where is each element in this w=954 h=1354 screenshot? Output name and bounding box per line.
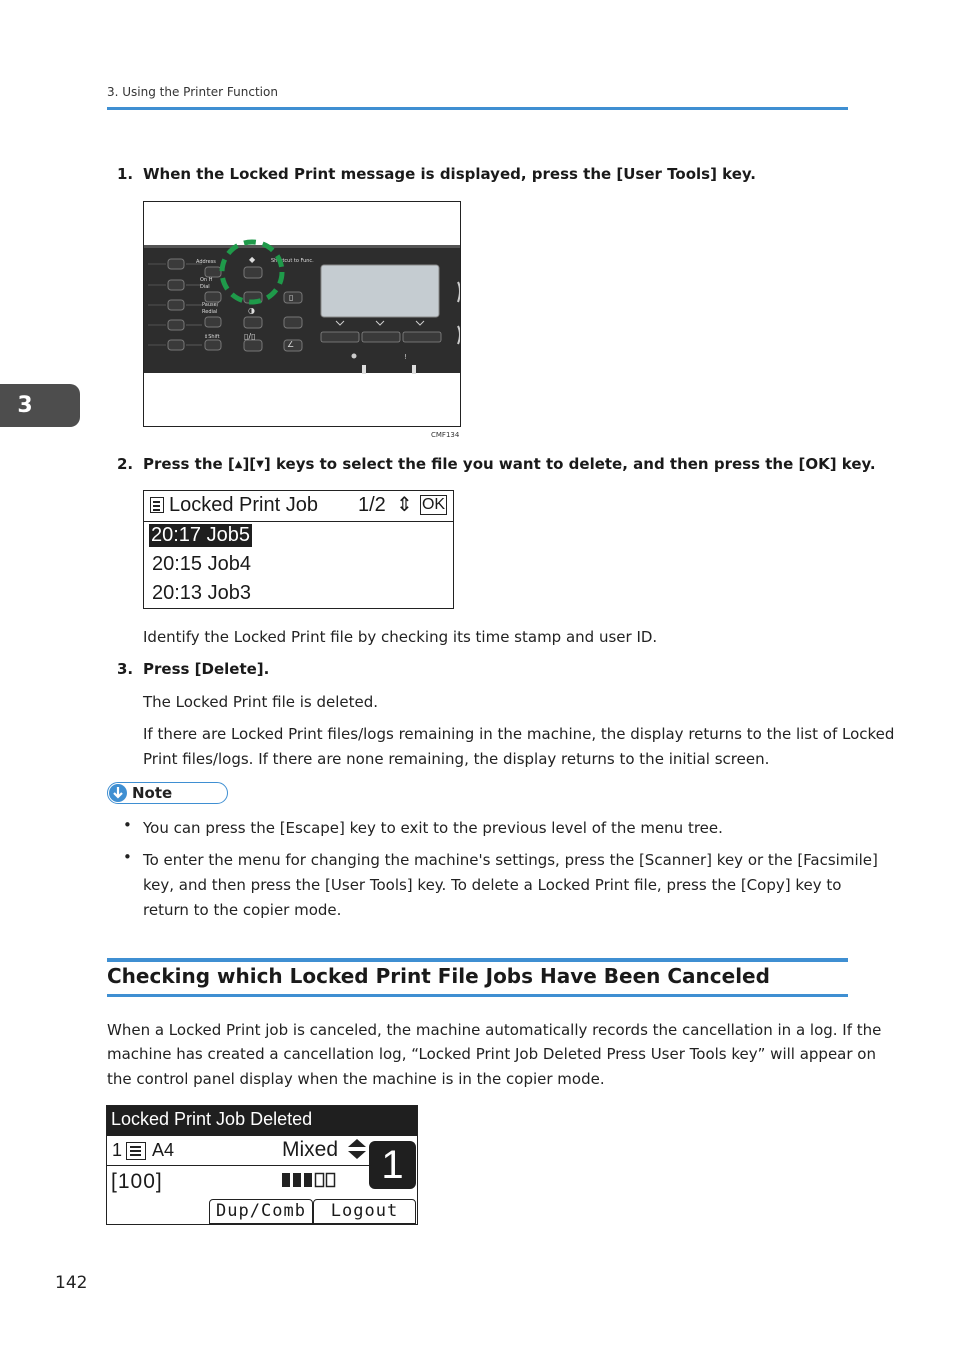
lcd-title: Locked Print Job <box>169 494 318 516</box>
step-number: 2. <box>117 455 134 473</box>
section-para-line: machine has created a cancellation log, “Locked Print Job Deleted Press User Tools key” will appear on <box>107 1045 876 1063</box>
step-text: When the Locked Print message is displayed, press the [User Tools] key. <box>143 165 757 183</box>
step-3-detail-line: Print files/logs. If there are none remaining, the display returns to the initial screen. <box>143 750 770 768</box>
chapter-tab: 3 <box>0 384 80 427</box>
control-panel-photo <box>143 201 461 427</box>
ok-box: OK <box>421 496 446 513</box>
lcd-title-bar <box>144 491 453 522</box>
step-3 <box>117 660 269 678</box>
step-1 <box>117 165 756 183</box>
note-label: Note <box>132 784 173 802</box>
list-icon <box>150 497 164 513</box>
quantity: 1 <box>112 1140 123 1160</box>
step-2-note: Identify the Locked Print file by checking its time stamp and user ID. <box>143 628 658 646</box>
figure-code: CMF134 <box>431 431 460 439</box>
svg-text:▯: ▯ <box>289 293 294 302</box>
page-indicator: 1/2 <box>358 494 386 516</box>
note-bullet-line: key, and then press the [User Tools] key. To delete a Locked Print file, press the [Copy] key to <box>143 876 842 894</box>
up-arrow-icon: ▲ <box>234 459 243 470</box>
job-row[interactable]: 20:13 Job3 <box>152 582 251 604</box>
step-3-result: The Locked Print file is deleted. <box>143 693 379 711</box>
locked-print-lcd <box>143 490 454 609</box>
density-indicator <box>282 1172 338 1193</box>
up-down-arrows-icon: ⇕ <box>396 494 413 516</box>
svg-text:On H: On H <box>200 277 213 283</box>
note-bullet-line: return to the copier mode. <box>143 901 342 919</box>
step-3-detail-line: If there are Locked Print files/logs remaining in the machine, the display returns to the list of Locked <box>143 725 895 743</box>
svg-text:⇕Shift: ⇕Shift <box>204 334 220 340</box>
logout-softkey[interactable]: Logout <box>313 1199 416 1224</box>
bullet-icon: • <box>123 848 132 866</box>
scan-mode: Mixed <box>282 1138 339 1161</box>
zoom-ratio: [100] <box>111 1170 163 1193</box>
step-number: 3. <box>117 660 134 678</box>
section-para-line: When a Locked Print job is canceled, the machine automatically records the cancellation in a log. If the <box>107 1021 882 1039</box>
down-arrow-icon: ▼ <box>256 459 264 470</box>
note-bullet-line: You can press the [Escape] key to exit to the previous level of the menu tree. <box>143 819 723 837</box>
copy-count-box: 1 <box>369 1141 416 1189</box>
bullet-icon: • <box>123 816 132 834</box>
lcd-header <box>107 1106 417 1136</box>
canceled-job-lcd <box>106 1105 418 1225</box>
step-text: Press [Delete]. <box>143 660 270 678</box>
svg-text:◑: ◑ <box>248 306 255 315</box>
lcd-header-text: Locked Print Job Deleted <box>111 1109 313 1129</box>
step-number: 1. <box>117 165 134 183</box>
svg-text:Pause/: Pause/ <box>202 302 219 308</box>
svg-text:Dial: Dial <box>200 284 210 290</box>
svg-text:Shortcut to Func.: Shortcut to Func. <box>271 258 314 264</box>
job-row-selected[interactable]: 20:17 Job5 <box>151 524 250 546</box>
lcd-divider <box>107 1165 369 1166</box>
section-title: Checking which Locked Print File Jobs Have Been Canceled <box>107 964 770 988</box>
breadcrumb: 3. Using the Printer Function <box>107 85 278 99</box>
note-bullet-line: To enter the menu for changing the machine's settings, press the [Scanner] key or the [Facsimile] <box>143 851 878 869</box>
svg-text:∠: ∠ <box>287 340 295 349</box>
paper-size: A4 <box>152 1140 175 1160</box>
svg-text:!: ! <box>404 353 407 361</box>
job-row[interactable]: 20:15 Job4 <box>152 553 251 575</box>
svg-text:Redial: Redial <box>202 309 218 315</box>
svg-text:▯/▯: ▯/▯ <box>244 332 256 341</box>
address-label: Address <box>196 259 216 265</box>
paper-tray-icon <box>126 1142 146 1160</box>
step-2: 2. Press the [▲][▼] keys to select the file you want to delete, and then press the [OK] key. <box>117 455 876 473</box>
dup-comb-softkey[interactable]: Dup/Comb <box>209 1199 313 1224</box>
down-arrow-icon <box>109 784 127 802</box>
header-rule <box>107 107 848 110</box>
svg-text:◆: ◆ <box>249 255 256 264</box>
note-badge <box>107 782 228 804</box>
page-number: 142 <box>55 1273 88 1293</box>
up-down-arrows-icon <box>347 1138 367 1165</box>
section-para-line: the control panel display when the machine is in the copier mode. <box>107 1070 605 1088</box>
section-rule-bottom <box>107 994 848 997</box>
section-rule-top <box>107 958 848 962</box>
